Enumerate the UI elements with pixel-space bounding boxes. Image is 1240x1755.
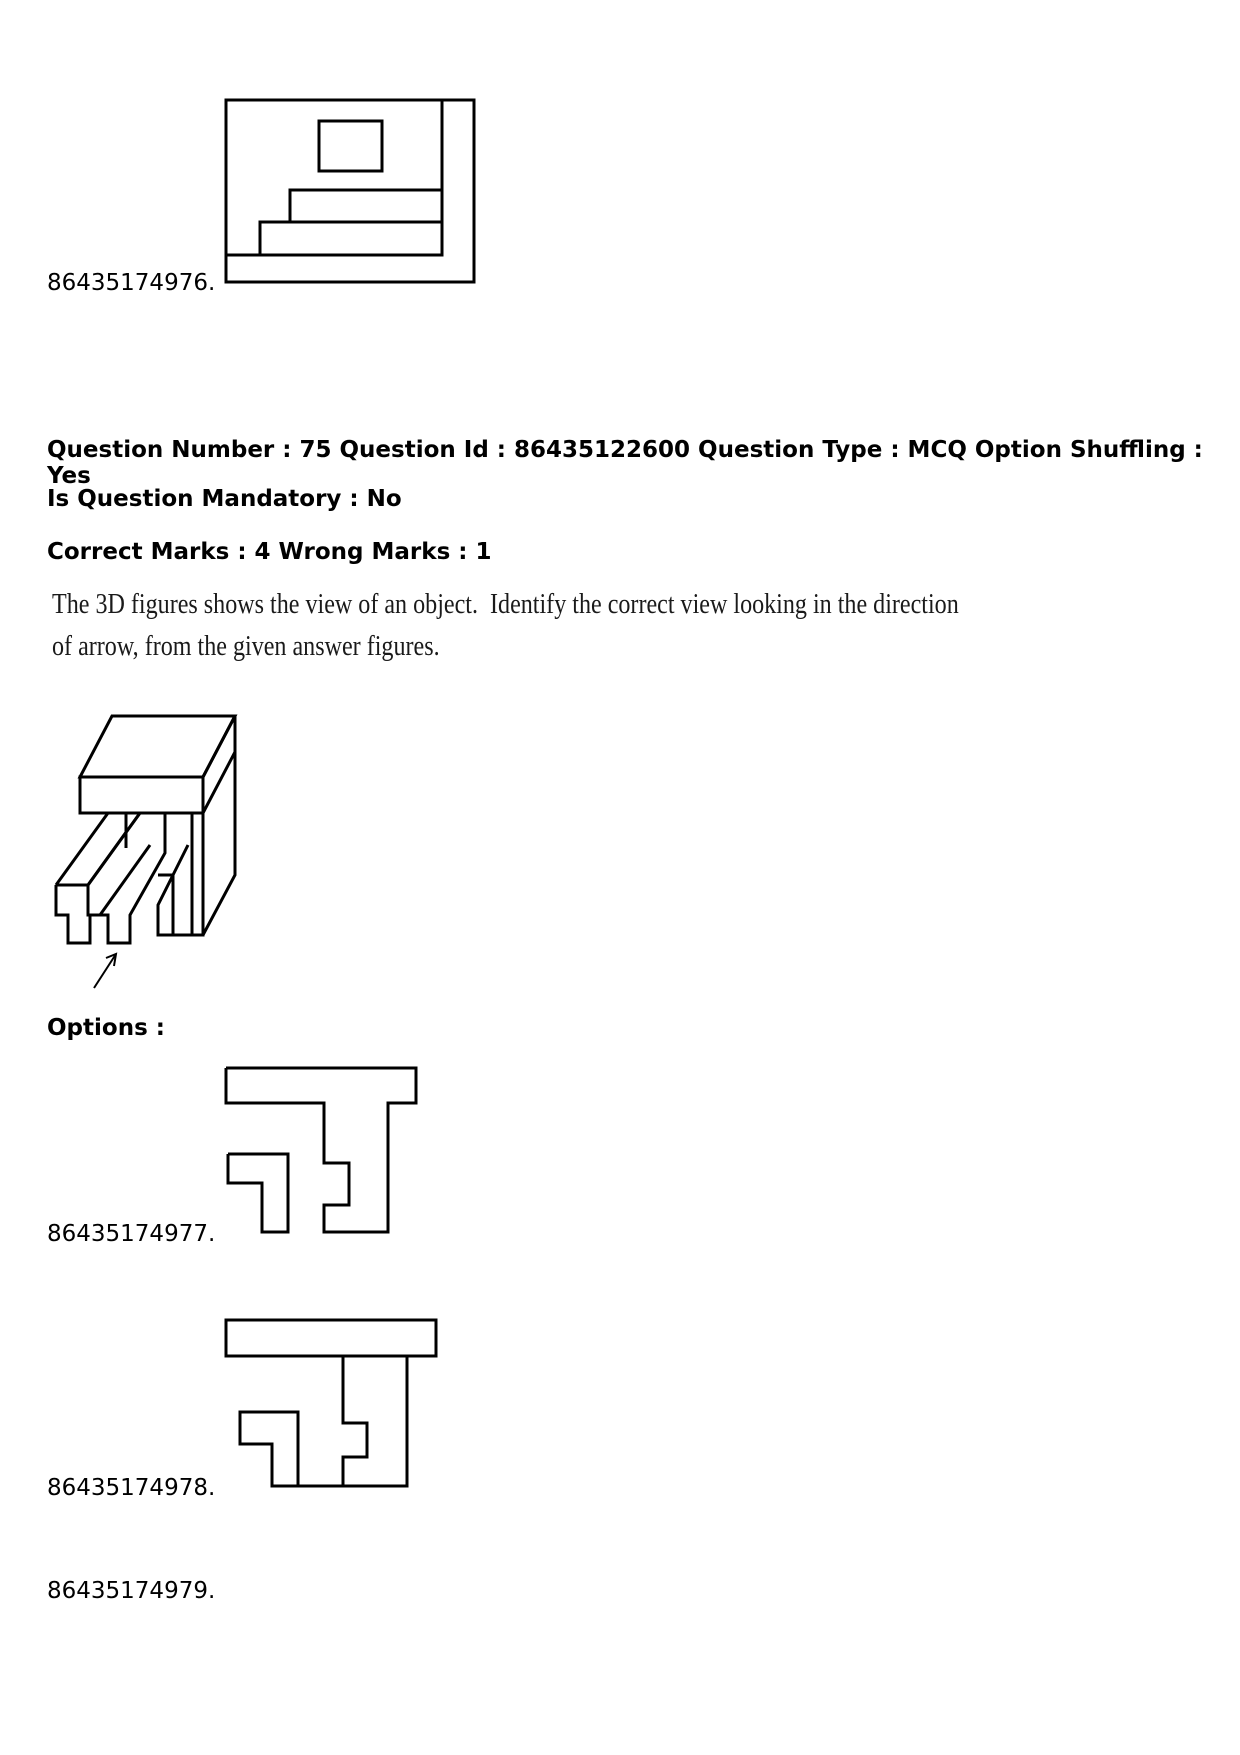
- option-id-label: 86435174977.: [47, 1221, 216, 1247]
- options-heading: Options :: [47, 1015, 165, 1041]
- 3d-object-with-arrow-figure-icon: [50, 710, 250, 990]
- nested-rectangles-figure-icon: [222, 97, 478, 287]
- option-id-label: 86435174978.: [47, 1475, 216, 1501]
- question-meta-line: Question Number : 75 Question Id : 86435122600 Question Type : MCQ Option Shuffling : Yes: [47, 437, 1203, 489]
- question-text-line-1: The 3D figures shows the view of an object. Identify the correct view looking in the direction: [52, 589, 959, 620]
- option-b-view-figure-icon: [222, 1317, 442, 1492]
- option-a-view-figure-icon: [222, 1065, 422, 1240]
- mandatory-line: Is Question Mandatory : No: [47, 486, 402, 512]
- question-text-line-2: of arrow, from the given answer figures.: [52, 631, 440, 662]
- option-id-label: 86435174976.: [47, 270, 216, 296]
- marks-line: Correct Marks : 4 Wrong Marks : 1: [47, 539, 492, 565]
- option-id-label: 86435174979.: [47, 1578, 216, 1604]
